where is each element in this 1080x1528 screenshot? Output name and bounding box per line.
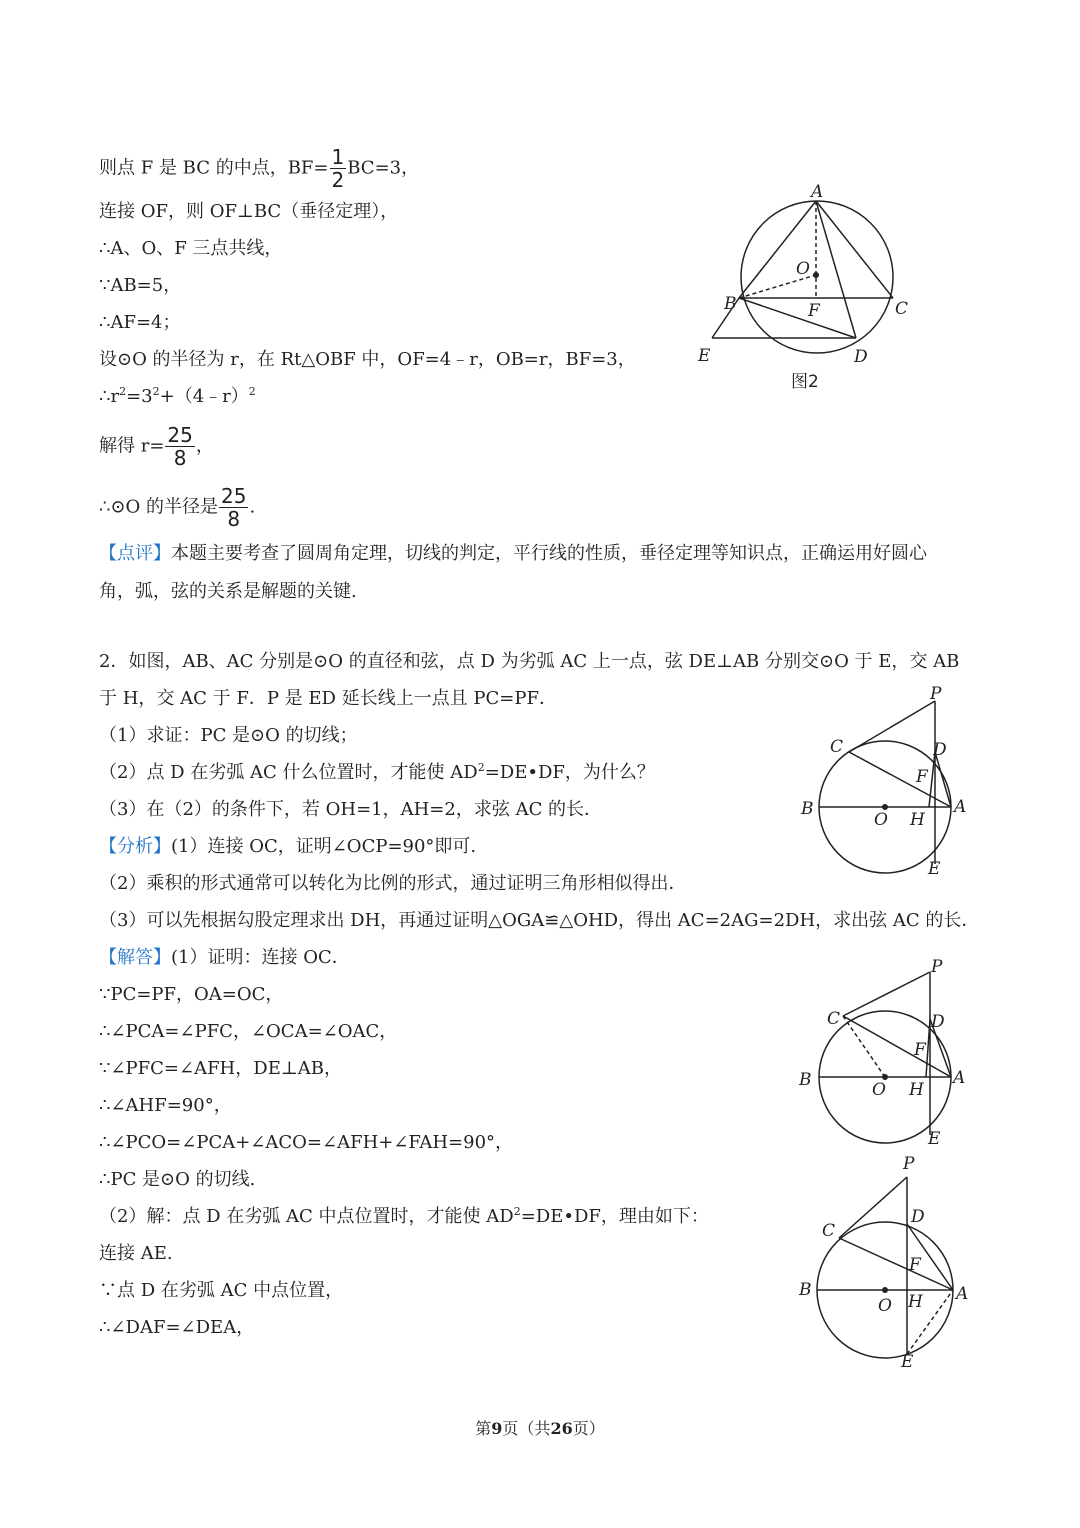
numerator: 25 bbox=[221, 484, 247, 508]
answer-tag: 【解答】 bbox=[99, 947, 171, 968]
text-line: ∴A、O、F 三点共线， bbox=[99, 238, 283, 259]
text: +（4﹣r） bbox=[159, 386, 249, 407]
text-line bbox=[99, 384, 256, 410]
segment-pc bbox=[839, 1177, 907, 1238]
text-line: ∴∠PCA=∠PFC，∠OCA=∠OAC， bbox=[99, 1021, 398, 1042]
segment-bd bbox=[739, 298, 856, 338]
text-line: 连接 AE. bbox=[99, 1243, 173, 1264]
numerator: 1 bbox=[331, 145, 345, 169]
segment-co-dashed bbox=[843, 1016, 885, 1077]
label-b: B bbox=[724, 294, 737, 314]
text-line bbox=[99, 424, 214, 469]
label-a: A bbox=[956, 1284, 969, 1304]
label-e: E bbox=[698, 346, 711, 366]
text-line: （3）在（2）的条件下，若 OH=1，AH=2，求弦 AC 的长． bbox=[99, 799, 603, 820]
text: 则点 F 是 BC 的中点，BF= bbox=[99, 157, 329, 179]
segment-da bbox=[935, 752, 951, 807]
text-line: （2）乘积的形式通常可以转化为比例的形式，通过证明三角形相似得出． bbox=[99, 873, 687, 894]
text: ∴⊙O 的半径是 bbox=[99, 496, 219, 518]
label-p: P bbox=[930, 684, 942, 704]
geometry-figure-1 bbox=[690, 178, 930, 400]
denominator: 8 bbox=[227, 507, 241, 531]
geometry-figure-3 bbox=[790, 955, 980, 1150]
point-o bbox=[813, 272, 819, 278]
text: 解得 r= bbox=[99, 435, 165, 457]
text-line: 角，弧，弦的关系是解题的关键. bbox=[99, 581, 357, 602]
label-f: F bbox=[808, 301, 820, 321]
text: ， bbox=[195, 435, 214, 457]
geometry-figure-4 bbox=[790, 1150, 980, 1372]
fraction bbox=[219, 485, 248, 530]
text-line: ∴AF=4； bbox=[99, 312, 181, 333]
superscript: 2 bbox=[477, 761, 485, 774]
label-p: P bbox=[903, 1154, 915, 1174]
text: （2）点 D 在劣弧 AC 什么位置时，才能使 AD bbox=[99, 762, 478, 783]
page-footer bbox=[0, 1416, 1080, 1439]
text-line: ∵PC=PF，OA=OC， bbox=[99, 984, 284, 1005]
text-line bbox=[99, 760, 655, 786]
text-line: ∴∠DAF=∠DEA， bbox=[99, 1317, 255, 1338]
denominator: 8 bbox=[173, 446, 187, 470]
label-d: D bbox=[854, 347, 868, 367]
text-line: 于 H，交 AC 于 F．P 是 ED 延长线上一点且 PC=PF． bbox=[99, 688, 557, 709]
text-line: （1）求证：PC 是⊙O 的切线； bbox=[99, 725, 358, 746]
label-o: O bbox=[878, 1296, 892, 1316]
text: =3 bbox=[126, 386, 153, 407]
fraction bbox=[330, 146, 347, 191]
label-a: A bbox=[811, 182, 824, 202]
text: =DE•DF，为什么？ bbox=[484, 762, 655, 783]
geometry-figure-2 bbox=[790, 684, 980, 880]
label-e: E bbox=[901, 1352, 914, 1372]
text-line: （3）可以先根据勾股定理求出 DH，再通过证明△OGA≌△OHD，得出 AC=2AG=2DH，求出弦 AC 的长． bbox=[99, 910, 980, 931]
text: BC=3， bbox=[347, 157, 420, 179]
text-line: ∵∠PFC=∠AFH，DE⊥AB， bbox=[99, 1058, 342, 1079]
text-line: ∵点 D 在劣弧 AC 中点位置， bbox=[99, 1280, 344, 1301]
numerator: 25 bbox=[167, 423, 193, 447]
comment-tag: 【点评】 bbox=[99, 543, 171, 564]
segment-pc bbox=[849, 701, 935, 752]
text: ∴r bbox=[99, 386, 120, 407]
label-f: F bbox=[909, 1255, 921, 1275]
label-a: A bbox=[954, 797, 967, 817]
page-number: 9 bbox=[491, 1419, 503, 1438]
text: (1）证明：连接 OC． bbox=[171, 947, 350, 968]
label-h: H bbox=[909, 1080, 924, 1100]
label-o: O bbox=[872, 1080, 886, 1100]
segment-ad bbox=[816, 201, 856, 338]
label-o: O bbox=[796, 259, 810, 279]
text-line: 设⊙O 的半径为 r，在 Rt△OBF 中，OF=4﹣r，OB=r，BF=3， bbox=[99, 349, 636, 370]
fraction bbox=[165, 424, 194, 469]
label-d: D bbox=[931, 1012, 945, 1032]
label-d: D bbox=[911, 1207, 925, 1227]
label-a: A bbox=[953, 1068, 966, 1088]
denominator: 2 bbox=[331, 168, 345, 192]
text-line bbox=[99, 834, 476, 860]
label-f: F bbox=[914, 1040, 926, 1060]
text-line bbox=[99, 541, 927, 567]
analysis-tag: 【分析】 bbox=[99, 836, 171, 857]
segment-pc bbox=[843, 972, 930, 1016]
label-b: B bbox=[799, 1280, 812, 1300]
label-h: H bbox=[908, 1292, 923, 1312]
label-b: B bbox=[799, 1070, 812, 1090]
label-p: P bbox=[931, 957, 943, 977]
text: . bbox=[249, 496, 256, 518]
segment-ab bbox=[739, 201, 816, 298]
text-line: 连接 OF，则 OF⊥BC（垂径定理）， bbox=[99, 201, 399, 222]
footer-text: 页（共 bbox=[502, 1419, 551, 1438]
total-pages: 26 bbox=[550, 1419, 573, 1438]
label-c: C bbox=[895, 299, 909, 319]
text-line: ∴∠AHF=90°， bbox=[99, 1095, 232, 1116]
figure-caption: 图2 bbox=[791, 372, 819, 392]
label-e: E bbox=[928, 1129, 941, 1149]
label-d: D bbox=[933, 740, 947, 760]
label-e: E bbox=[928, 859, 941, 879]
label-c: C bbox=[827, 1009, 841, 1029]
label-c: C bbox=[830, 737, 844, 757]
text-line: ∵AB=5， bbox=[99, 275, 182, 296]
text-line bbox=[99, 485, 255, 530]
superscript: 2 bbox=[248, 385, 256, 398]
text: （2）解：点 D 在劣弧 AC 中点位置时，才能使 AD bbox=[99, 1206, 514, 1227]
text-line bbox=[99, 1204, 709, 1230]
label-c: C bbox=[822, 1221, 836, 1241]
label-f: F bbox=[916, 767, 928, 787]
text-line: ∴PC 是⊙O 的切线. bbox=[99, 1169, 256, 1190]
text-line: ∴∠PCO=∠PCA+∠ACO=∠AFH+∠FAH=90°， bbox=[99, 1132, 514, 1153]
label-o: O bbox=[874, 810, 888, 830]
text-line bbox=[99, 146, 419, 191]
text: (1）连接 OC，证明∠OCP=90°即可. bbox=[171, 836, 477, 857]
text: 本题主要考查了圆周角定理，切线的判定，平行线的性质，垂径定理等知识点，正确运用好圆心 bbox=[171, 543, 927, 564]
point-o bbox=[882, 1287, 888, 1293]
label-h: H bbox=[910, 810, 925, 830]
footer-text: 第 bbox=[475, 1419, 492, 1438]
text-line: 2．如图，AB、AC 分别是⊙O 的直径和弦，点 D 为劣弧 AC 上一点，弦 DE⊥AB 分别交⊙O 于 E，交 AB bbox=[99, 651, 960, 672]
text: =DE•DF，理由如下： bbox=[520, 1206, 709, 1227]
superscript: 2 bbox=[513, 1205, 521, 1218]
superscript: 2 bbox=[119, 385, 127, 398]
text-line bbox=[99, 945, 350, 971]
label-b: B bbox=[801, 799, 814, 819]
superscript: 2 bbox=[152, 385, 160, 398]
segment-ac bbox=[816, 201, 893, 298]
footer-text: 页） bbox=[572, 1419, 605, 1438]
